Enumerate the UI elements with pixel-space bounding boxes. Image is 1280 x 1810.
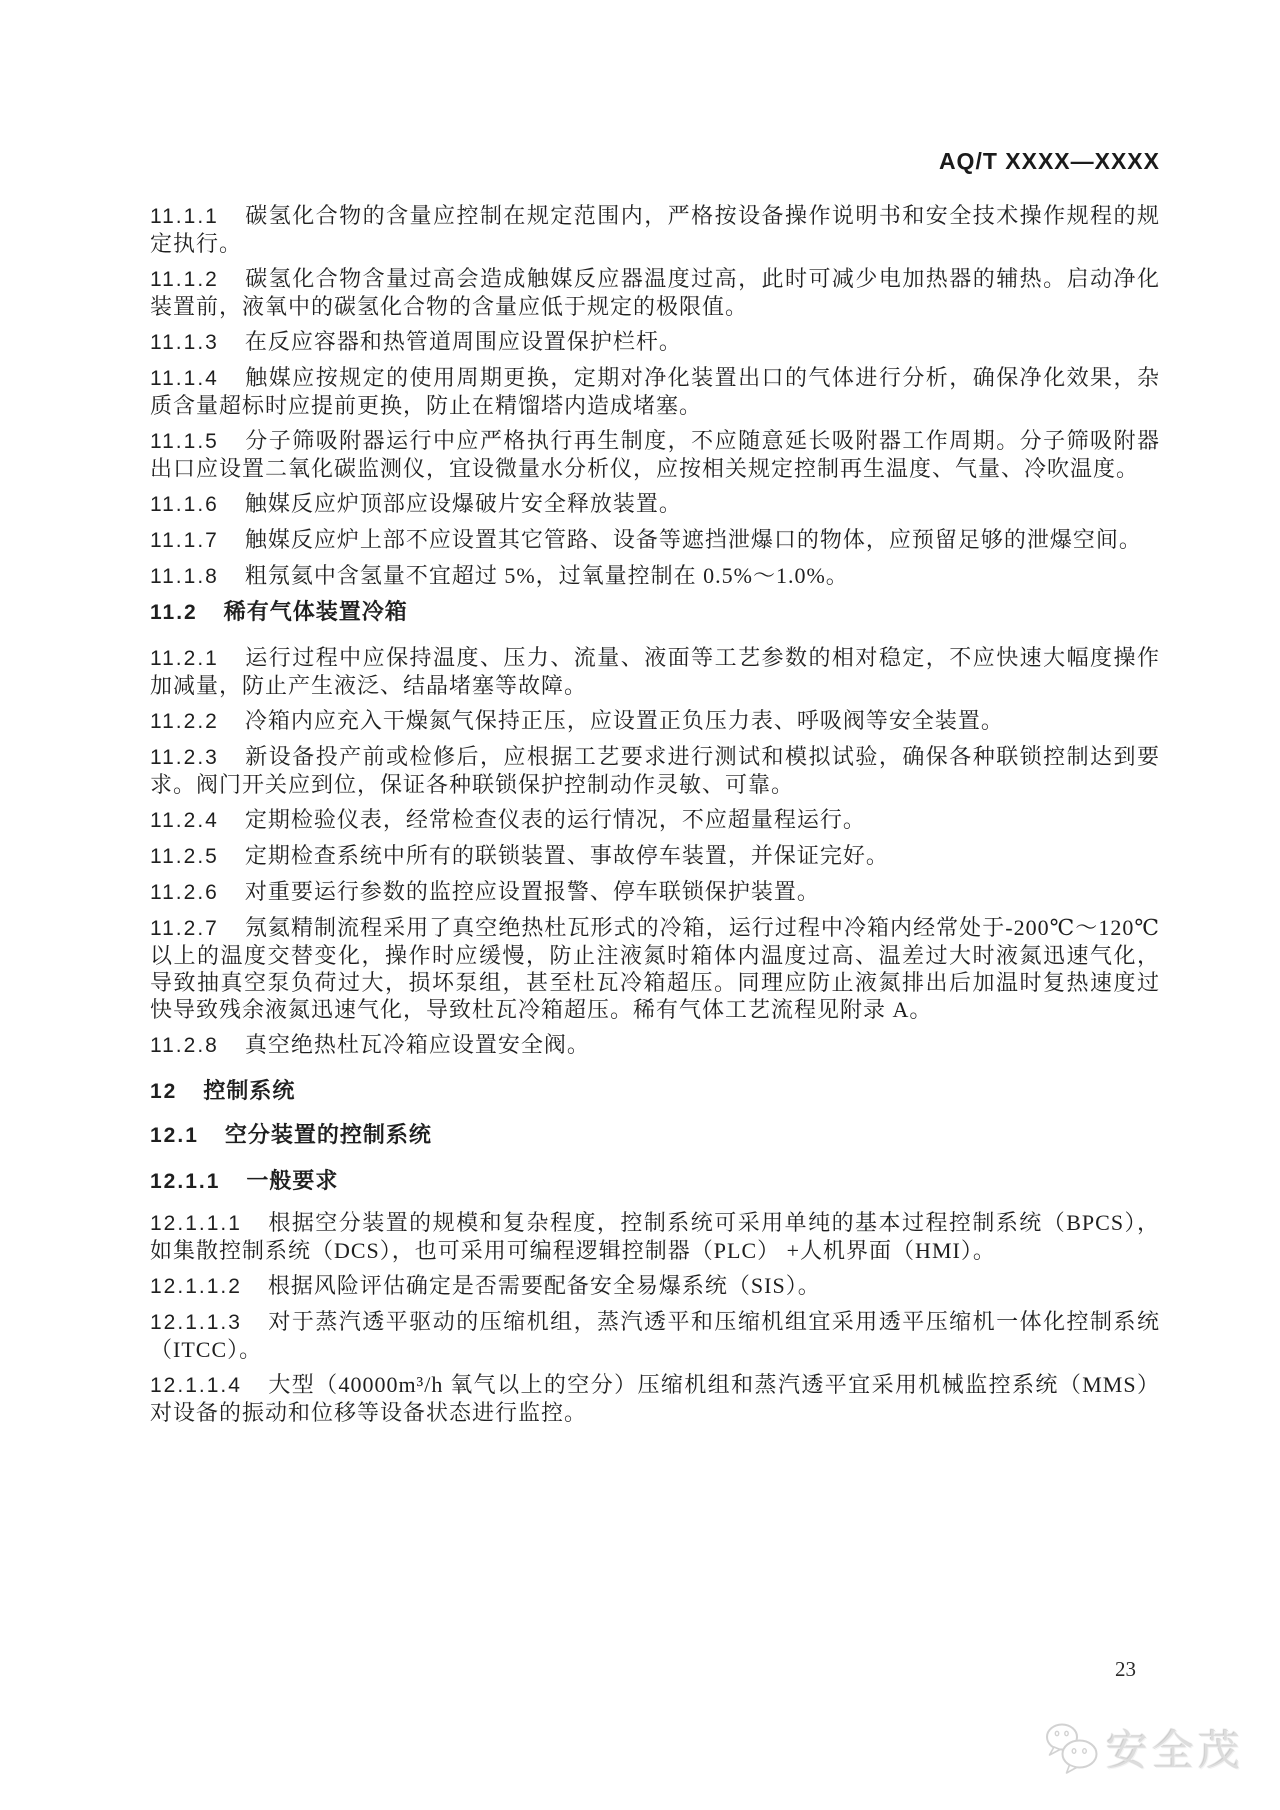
clause-text: 触媒反应炉上部不应设置其它管路、设备等遮挡泄爆口的物体，应预留足够的泄爆空间。 bbox=[244, 527, 1142, 552]
clause-number: 11.1.1 bbox=[150, 205, 219, 228]
clause bbox=[150, 526, 1160, 554]
clause bbox=[150, 202, 1160, 257]
clause bbox=[150, 914, 1160, 1023]
clause-text: 真空绝热杜瓦冷箱应设置安全阀。 bbox=[244, 1032, 590, 1057]
clause-text: 触媒应按规定的使用周期更换，定期对净化装置出口的气体进行分析，确保净化效果，杂质含量超标时应提前更换，防止在精馏塔内造成堵塞。 bbox=[150, 365, 1160, 418]
clause-number: 11.2.7 bbox=[150, 917, 219, 940]
clause-number: 11.2.4 bbox=[150, 809, 219, 832]
chapter-heading bbox=[150, 1077, 1160, 1105]
clause bbox=[150, 1308, 1160, 1363]
clause-text: 碳氢化合物含量过高会造成触媒反应器温度过高，此时可减少电加热器的辅热。启动净化装置前，液氧中的碳氢化合物的含量应低于规定的极限值。 bbox=[150, 266, 1160, 319]
clause bbox=[150, 490, 1160, 518]
clause-number: 11.2.1 bbox=[150, 647, 219, 670]
clause-number: 11.1.4 bbox=[150, 367, 219, 390]
standard-code: AQ/T XXXX—XXXX bbox=[938, 148, 1160, 174]
clause-text: 一般要求 bbox=[246, 1168, 339, 1193]
watermark-text: 安全茂 bbox=[1105, 1729, 1244, 1775]
clause-text: 控制系统 bbox=[203, 1078, 296, 1103]
clause-text: 分子筛吸附器运行中应严格执行再生制度，不应随意延长吸附器工作周期。分子筛吸附器出口应设置二氧化碳监测仪，宜设微量水分析仪，应按相关规定控制再生温度、气量、冷吹温度。 bbox=[150, 428, 1160, 481]
clause-text: 碳氢化合物的含量应控制在规定范围内，严格按设备操作说明书和安全技术操作规程的规定执行。 bbox=[150, 203, 1160, 256]
clause-number: 11.2.5 bbox=[150, 845, 219, 868]
clause bbox=[150, 743, 1160, 798]
clause-number: 11.2.2 bbox=[150, 710, 219, 733]
clause-text: 触媒反应炉顶部应设爆破片安全释放装置。 bbox=[244, 491, 682, 516]
section-heading bbox=[150, 598, 1160, 626]
wechat-icon bbox=[1042, 1720, 1100, 1776]
clause-number: 12 bbox=[150, 1080, 178, 1103]
clause-text: 冷箱内应充入干燥氮气保持正压，应设置正负压力表、呼吸阀等安全装置。 bbox=[244, 708, 1004, 733]
clause-text: 运行过程中应保持温度、压力、流量、液面等工艺参数的相对稳定，不应快速大幅度操作加减量，防止产生液泛、结晶堵塞等故障。 bbox=[150, 645, 1160, 698]
clause-number: 12.1.1.4 bbox=[150, 1374, 242, 1397]
clause bbox=[150, 328, 1160, 356]
clause-number: 12.1.1.3 bbox=[150, 1311, 242, 1334]
page-number: 23 bbox=[1115, 1657, 1136, 1681]
clause-number: 11.2 bbox=[150, 601, 198, 624]
clause-text: 稀有气体装置冷箱 bbox=[223, 599, 408, 624]
clause bbox=[150, 562, 1160, 590]
clause-text: 空分装置的控制系统 bbox=[224, 1122, 432, 1147]
clause bbox=[150, 265, 1160, 320]
clause-text: 根据空分装置的规模和复杂程度，控制系统可采用单纯的基本过程控制系统（BPCS），如集散控制系统（DCS），也可采用可编程逻辑控制器（PLC） +人机界面（HMI）。 bbox=[150, 1210, 1160, 1263]
clause bbox=[150, 806, 1160, 834]
clause-text: 对于蒸汽透平驱动的压缩机组，蒸汽透平和压缩机组宜采用透平压缩机一体化控制系统（ITCC）。 bbox=[150, 1309, 1160, 1362]
clause-text: 粗氖氦中含氢量不宜超过 5%，过氧量控制在 0.5%～1.0%。 bbox=[244, 563, 849, 588]
clause-text: 定期检查系统中所有的联锁装置、事故停车装置，并保证完好。 bbox=[244, 843, 889, 868]
clause-text: 新设备投产前或检修后，应根据工艺要求进行测试和模拟试验，确保各种联锁控制达到要求。阀门开关应到位，保证各种联锁保护控制动作灵敏、可靠。 bbox=[150, 744, 1160, 797]
clause bbox=[150, 364, 1160, 419]
clause-number: 11.2.6 bbox=[150, 881, 219, 904]
clause bbox=[150, 842, 1160, 870]
clause-number: 11.1.8 bbox=[150, 565, 219, 588]
subsection-heading bbox=[150, 1167, 1160, 1195]
document-header bbox=[150, 148, 1160, 175]
clause bbox=[150, 1209, 1160, 1264]
clause-text: 在反应容器和热管道周围应设置保护栏杆。 bbox=[244, 329, 682, 354]
clause bbox=[150, 1272, 1160, 1300]
clause bbox=[150, 427, 1160, 482]
clause-number: 11.1.3 bbox=[150, 331, 219, 354]
clause-number: 11.1.2 bbox=[150, 268, 219, 291]
clause bbox=[150, 1031, 1160, 1059]
clause-number: 12.1.1 bbox=[150, 1170, 221, 1193]
clause-text: 氖氦精制流程采用了真空绝热杜瓦形式的冷箱，运行过程中冷箱内经常处于-200℃～120℃以上的温度交替变化，操作时应缓慢，防止注液氮时箱体内温度过高、温差过大时液氮迅速气化，导致抽真空泵负荷过大，损坏泵组，甚至杜瓦冷箱超压。同理应防止液氮排出后加温时复热速度过快导致残余液氮迅速气化，导致杜瓦冷箱超压。稀有气体工艺流程见附录 A。 bbox=[150, 915, 1160, 1022]
clause-number: 12.1.1.2 bbox=[150, 1275, 242, 1298]
document-body bbox=[150, 202, 1160, 1434]
clause bbox=[150, 707, 1160, 735]
clause bbox=[150, 1371, 1160, 1426]
watermark bbox=[1042, 1718, 1244, 1778]
clause-number: 11.1.5 bbox=[150, 430, 219, 453]
clause-text: 定期检验仪表，经常检查仪表的运行情况，不应超量程运行。 bbox=[244, 807, 866, 832]
clause-number: 12.1 bbox=[150, 1124, 199, 1147]
clause-number: 11.2.3 bbox=[150, 746, 219, 769]
clause-number: 12.1.1.1 bbox=[150, 1212, 242, 1235]
clause-number: 11.2.8 bbox=[150, 1034, 219, 1057]
clause-text: 根据风险评估确定是否需要配备安全易爆系统（SIS）。 bbox=[267, 1273, 821, 1298]
clause bbox=[150, 878, 1160, 906]
clause bbox=[150, 644, 1160, 699]
clause-number: 11.1.6 bbox=[150, 493, 219, 516]
clause-number: 11.1.7 bbox=[150, 529, 219, 552]
clause-text: 大型（40000m³/h 氧气以上的空分）压缩机组和蒸汽透平宜采用机械监控系统（MMS）对设备的振动和位移等设备状态进行监控。 bbox=[150, 1372, 1160, 1425]
section-heading bbox=[150, 1121, 1160, 1149]
clause-text: 对重要运行参数的监控应设置报警、停车联锁保护装置。 bbox=[244, 879, 820, 904]
